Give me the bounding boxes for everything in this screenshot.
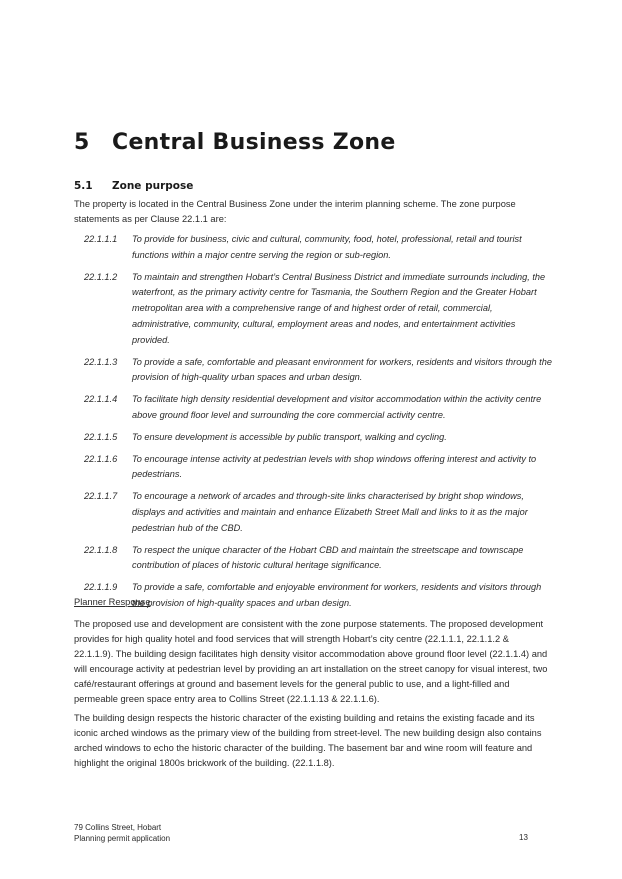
clause-item <box>84 430 552 446</box>
subsection-number: 5.1 <box>74 180 93 192</box>
clause-text: To respect the unique character of the Hobart CBD and maintain the streetscape and townscape contribution of places of historic cultural heritage significance. <box>132 544 524 571</box>
response-paragraph-2: The building design respects the historic character of the existing building and retains the existing facade and its iconic arched windows as the primary view of the building from street-level. The new building design also contains arched windows to echo the historic character of the building. The basement bar and wine room will feature and highlight the original 1800s brickwork of the building. (22.1.1.8). <box>74 713 542 768</box>
page-number: 13 <box>519 833 528 842</box>
section-heading <box>74 130 396 155</box>
clause-text: To facilitate high density residential development and visitor accommodation within the activity centre above ground floor level and surrounding the core commercial activity centre. <box>132 394 542 420</box>
footer <box>74 822 170 844</box>
clause-text: To ensure development is accessible by public transport, walking and cycling. <box>132 431 447 442</box>
clause-number: 22.1.1.2 <box>84 271 118 282</box>
clause-text: To encourage a network of arcades and through-site links characterised by bright shop windows, displays and activities and maintain and enhance Elizabeth Street Mall and links to it as the major pedestrian hub of the CBD. <box>132 491 528 533</box>
clause-item <box>84 452 552 484</box>
planner-response-heading: Planner Response <box>74 597 151 607</box>
intro-paragraph: The property is located in the Central Business Zone under the interim planning scheme. The zone purpose statements as per Clause 22.1.1 are: <box>74 199 516 224</box>
response-paragraph-1: The proposed use and development are consistent with the zone purpose statements. The proposed development provides for high quality hotel and food services that will strength Hobart’s city centre (22.1.1.1, 22.1.1.2 & 22.1.1.9). The building design facilitates high density visitor accommodation above ground floor level (22.1.1.4) and will encourage activity at pedestrian level by providing an art installation on the street canopy for visual interest, two café/restaurant offerings at ground and basement levels for the general public to use, and a light-filled and permeable green space entry area to Collins Street (22.1.1.13 & 22.1.1.6). <box>74 619 548 704</box>
clause-number: 22.1.1.9 <box>84 582 118 593</box>
section-number: 5 <box>74 130 90 155</box>
clause-item <box>84 580 552 612</box>
clause-number: 22.1.1.8 <box>84 544 118 555</box>
section-title: Central Business Zone <box>112 130 396 155</box>
clause-item <box>84 392 552 424</box>
clause-text: To provide for business, civic and cultural, community, food, hotel, professional, retail and tourist functions within a major centre serving the region or sub-region. <box>132 234 522 260</box>
clause-text: To provide a safe, comfortable and pleasant environment for workers, residents and visitors through the provision of high-quality urban spaces and urban design. <box>132 356 552 383</box>
clause-item <box>84 543 552 575</box>
clause-item <box>84 232 552 264</box>
clause-number: 22.1.1.1 <box>84 234 118 244</box>
subsection-heading <box>74 180 193 192</box>
clause-item <box>84 270 552 349</box>
clause-item <box>84 355 552 387</box>
clause-text: To provide a safe, comfortable and enjoyable environment for workers, residents and visitors through the provision of high-quality spaces and urban design. <box>132 582 542 608</box>
clause-number: 22.1.1.4 <box>84 394 118 405</box>
clause-number: 22.1.1.5 <box>84 431 118 442</box>
subsection-title: Zone purpose <box>112 180 194 192</box>
footer-address: 79 Collins Street, Hobart <box>74 823 162 832</box>
clause-number: 22.1.1.6 <box>84 453 118 464</box>
clause-number: 22.1.1.3 <box>84 356 118 367</box>
clause-item <box>84 489 552 536</box>
clause-number: 22.1.1.7 <box>84 491 118 502</box>
footer-doc-title: Planning permit application <box>74 834 171 843</box>
clause-text: To encourage intense activity at pedestrian levels with shop windows offering interest and activity to pedestrians. <box>132 453 537 480</box>
clause-text: To maintain and strengthen Hobart’s Central Business District and immediate surrounds including, the waterfront, as the primary activity centre for Tasmania, the Southern Region and the Greater Hobart metropolitan area with a comprehensive range of and highest order of retail, commercial, administrative, community, cultural, employment areas and nodes, and entertainment activities provided. <box>132 271 546 345</box>
clause-list <box>84 232 552 618</box>
